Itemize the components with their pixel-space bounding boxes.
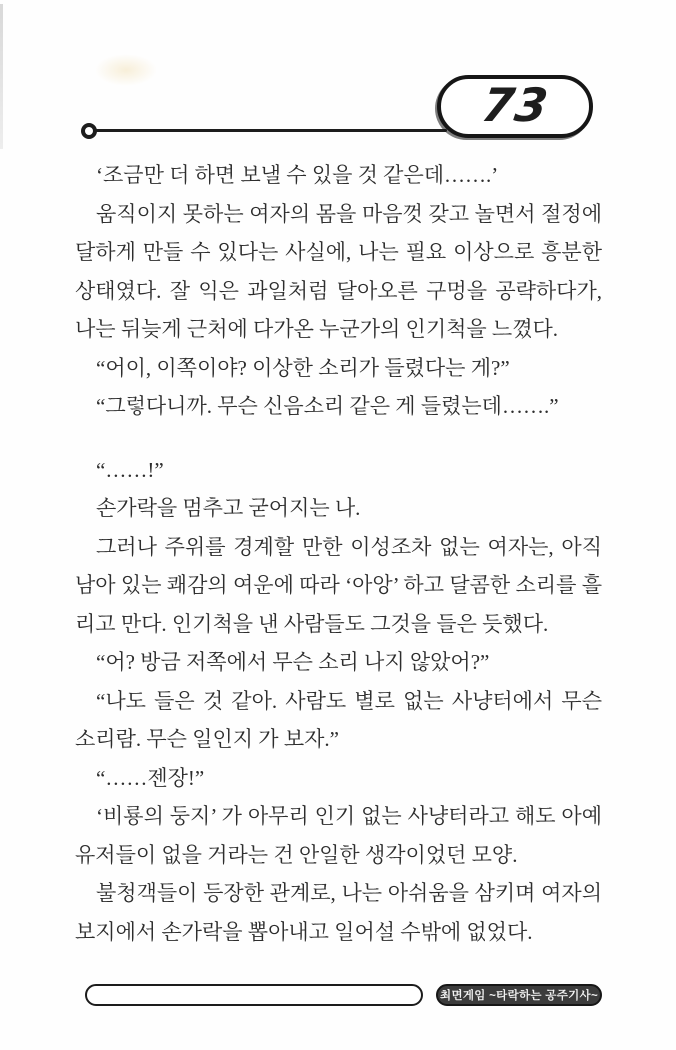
page-number: 73 (478, 77, 553, 132)
footer-blank-pill (85, 984, 423, 1006)
paragraph-monologue: ‘조금만 더 하면 보낼 수 있을 것 같은데…….’ (96, 163, 499, 187)
paragraph-dialogue: “……!” (96, 457, 164, 482)
scan-edge-artifact (0, 4, 3, 149)
body-text (75, 156, 602, 951)
paragraph-narration: 불청객들이 등장한 관계로, 나는 아쉬움을 삼키며 여자의 보지에서 손가락을 뽑아내고 일어설 수밖에 없었다. (75, 881, 602, 944)
paragraph-narration: 손가락을 멈추고 굳어지는 나. (96, 496, 361, 520)
paragraph-narration: ‘비룡의 둥지’ 가 아무리 인기 없는 사냥터라고 해도 아예 유저들이 없을 거라는 건 안일한 생각이었던 모양. (75, 804, 602, 867)
paragraph-dialogue: “어? 방금 저쪽에서 무슨 소리 나지 않았어?” (96, 650, 490, 674)
paragraph-dialogue: “어이, 이쪽이야? 이상한 소리가 들렸다는 게?” (96, 355, 510, 380)
book-title-badge (436, 984, 602, 1006)
book-title: 최면게임 ~타락하는 공주기사~ (440, 990, 598, 1002)
paragraph-dialogue: “……젠장!” (96, 765, 205, 790)
paper-stain (95, 54, 157, 86)
blank-line (75, 426, 602, 451)
header-rule-line (94, 129, 447, 132)
page-number-badge (437, 75, 593, 138)
paragraph-narration: 그러나 주위를 경계할 만한 이성조차 없는 여자는, 아직 남아 있는 쾌감의 여운에 따라 ‘아앙’ 하고 달콤한 소리를 흘리고 만다. 인기척을 낸 사람들도 그것을 들은 듯했다. (75, 534, 602, 636)
paragraph-narration: 움직이지 못하는 여자의 몸을 마음껏 갖고 놀면서 절정에 달하게 만들 수 있다는 사실에, 나는 필요 이상으로 흥분한 상태였다. 잘 익은 과일처럼 달아오른 구멍을 공략하다가, 나는 뒤늦게 근처에 다가온 누군가의 인기척을 느꼈다. (75, 201, 602, 341)
paragraph-dialogue: “나도 들은 것 같아. 사람도 별로 없는 사냥터에서 무슨 소리람. 무슨 일인지 가 보자.” (75, 688, 602, 751)
paragraph-dialogue: “그렇다니까. 무슨 신음소리 같은 게 들렸는데…….” (96, 394, 559, 418)
